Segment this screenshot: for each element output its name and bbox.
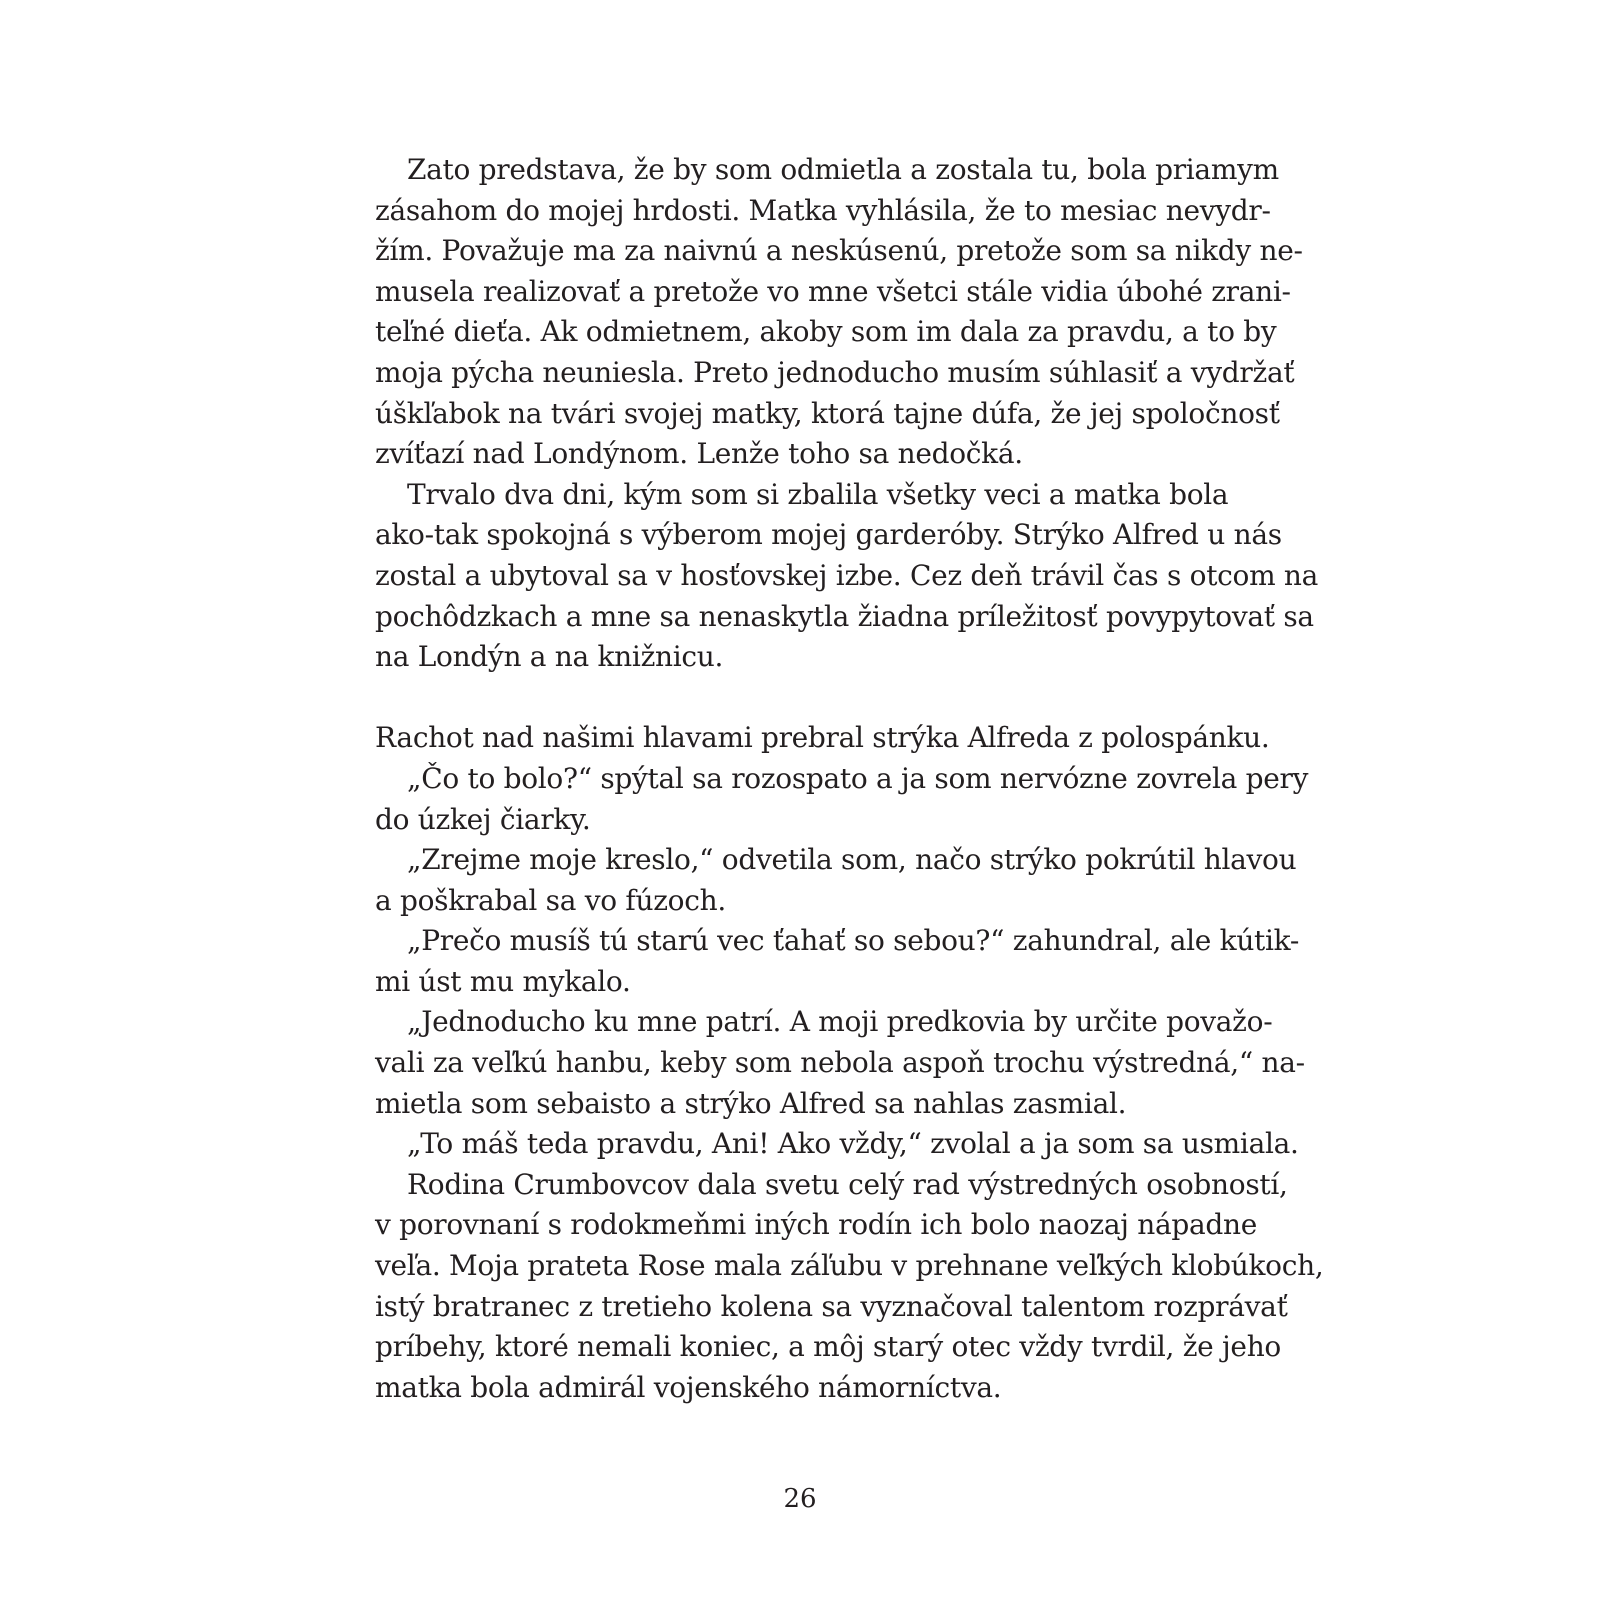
text-line: úškľabok na tvári svojej matky, ktorá tajne dúfa, že jej spoločnosť [375,396,1280,430]
text-line: istý bratranec z tretieho kolena sa vyznačoval talentom rozprávať [375,1289,1288,1323]
text-line: na Londýn a na knižnicu. [375,640,724,674]
text-line: zásahom do mojej hrdosti. Matka vyhlásila, že to mesiac nevydr- [375,193,1271,227]
paragraph [375,475,1319,678]
text-line: zvíťazí nad Londýnom. Lenže toho sa nedočká. [375,437,1023,471]
paragraph [375,759,1309,840]
paragraph [375,1124,1299,1165]
text-line: „Zrejme moje kreslo,“ odvetila som, načo strýko pokrútil hlavou [407,843,1297,877]
text-line: matka bola admirál vojenského námorníctva. [375,1370,1002,1404]
text-line: žím. Považuje ma za naivnú a neskúsenú, pretože som sa nikdy ne- [375,234,1303,268]
text-line: Trvalo dva dni, kým som si zbalila všetky veci a matka bola [407,477,1229,511]
paragraph [375,1002,1305,1124]
paragraph [375,921,1300,1002]
text-line: „Jednoducho ku mne patrí. A moji predkovia by určite považo- [407,1005,1273,1039]
section-break [375,678,1200,719]
text-line: teľné dieťa. Ak odmietnem, akoby som im dala za pravdu, a to by [375,315,1277,349]
text-line: vali za veľkú hanbu, keby som nebola aspoň trochu výstredná,“ na- [375,1046,1305,1080]
text-line: príbehy, ktoré nemali koniec, a môj starý otec vždy tvrdil, že jeho [375,1330,1281,1364]
text-line: „Čo to bolo?“ spýtal sa rozospato a ja som nervózne zovrela pery [407,761,1309,795]
text-line: Rachot nad našimi hlavami prebral strýka Alfreda z polospánku. [375,721,1270,755]
text-line: pochôdzkach a mne sa nenaskytla žiadna príležitosť povypytovať sa [375,599,1314,633]
text-line: mi úst mu mykalo. [375,964,631,998]
text-line: moja pýcha neuniesla. Preto jednoducho musím súhlasiť a vydržať [375,355,1295,389]
paragraph [375,840,1297,921]
text-line: do úzkej čiarky. [375,802,591,836]
paragraph [375,1165,1324,1409]
paragraph [375,150,1303,475]
body-text [375,150,1324,1408]
text-line: Zato predstava, že by som odmietla a zostala tu, bola priamym [407,153,1279,186]
text-line: ako-tak spokojná s výberom mojej garderóby. Strýko Alfred u nás [375,518,1282,552]
text-line: veľa. Moja prateta Rose mala záľubu v prehnane veľkých klobúkoch, [375,1249,1324,1283]
text-line: zostal a ubytoval sa v hosťovskej izbe. Cez deň trávil čas s otcom na [375,558,1319,592]
text-line: a poškrabal sa vo fúzoch. [375,883,726,917]
text-line: v porovnaní s rodokmeňmi iných rodín ich bolo naozaj nápadne [375,1208,1258,1242]
paragraph [375,718,1270,759]
text-line: mietla som sebaisto a strýko Alfred sa nahlas zasmial. [375,1086,1127,1120]
text-line: „To máš teda pravdu, Ani! Ako vždy,“ zvolal a ja som sa usmiala. [407,1127,1299,1161]
text-line: „Prečo musíš tú starú vec ťahať so sebou?“ zahundral, ale kútik- [407,924,1300,958]
text-line: musela realizovať a pretože vo mne všetci stále vidia úbohé zrani- [375,274,1291,308]
text-line: Rodina Crumbovcov dala svetu celý rad výstredných osobností, [407,1167,1288,1201]
page-number: 26 [783,1484,817,1514]
